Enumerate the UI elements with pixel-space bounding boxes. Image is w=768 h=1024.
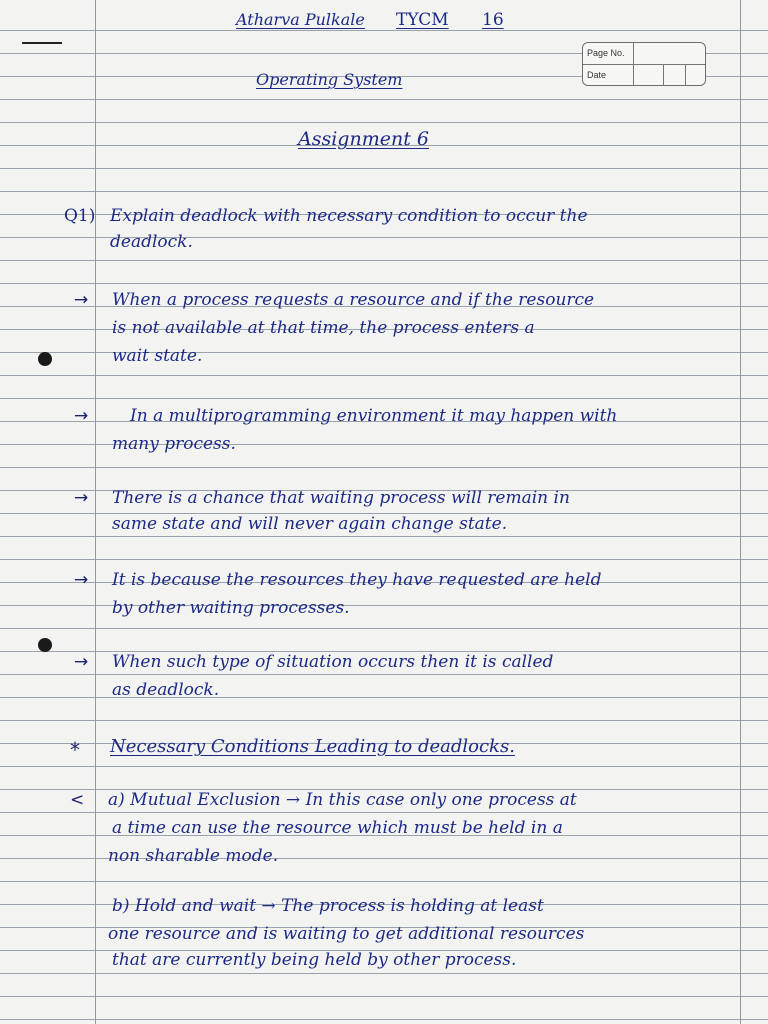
subject-title: Operating System [256, 70, 403, 89]
answer-5-marker: → [74, 652, 89, 672]
assignment-title: Assignment 6 [298, 128, 429, 150]
answer-5-line1: When such type of situation occurs then it is called [112, 652, 554, 672]
binder-hole-bottom [38, 638, 52, 652]
page-no-label: Page No. [587, 48, 625, 58]
condition-a-line2: a time can use the resource which must be held in a [112, 818, 563, 838]
student-name: Atharva Pulkale [236, 10, 365, 29]
answer-3-line2: same state and will never again change state. [112, 514, 508, 534]
page-date-box [582, 42, 706, 86]
answer-1-line2: is not available at that time, the process enters a [112, 318, 535, 338]
question-text-line2: deadlock. [110, 232, 193, 252]
binder-hole-top [38, 352, 52, 366]
answer-3-marker: → [74, 488, 89, 508]
conditions-heading: Necessary Conditions Leading to deadlocks. [110, 736, 515, 757]
right-margin-line [740, 0, 741, 1024]
corner-dash [22, 42, 62, 44]
answer-4-marker: → [74, 570, 89, 590]
answer-4-line1: It is because the resources they have requested are held [112, 570, 602, 590]
answer-2-line2: many process. [112, 434, 236, 454]
conditions-marker: * [70, 738, 80, 762]
answer-2-marker: → [74, 406, 89, 426]
answer-1-marker: → [74, 290, 89, 310]
roll-number: 16 [482, 10, 504, 30]
question-number: Q1) [64, 206, 96, 226]
answer-4-line2: by other waiting processes. [112, 598, 350, 618]
answer-2-line1: In a multiprogramming environment it may happen with [130, 406, 618, 426]
date-label: Date [587, 70, 607, 80]
left-margin-line [95, 0, 96, 1024]
question-text-line1: Explain deadlock with necessary condition to occur the [110, 206, 588, 226]
condition-b-line1: b) Hold and wait → The process is holding at least [112, 896, 544, 916]
condition-a-line3: non sharable mode. [108, 846, 279, 866]
condition-a-marker: < [70, 790, 85, 810]
answer-3-line1: There is a chance that waiting process will remain in [112, 488, 570, 508]
condition-b-line2: one resource and is waiting to get additional resources [108, 924, 585, 944]
answer-1-line3: wait state. [112, 346, 203, 366]
class-name: TYCM [396, 10, 449, 30]
answer-1-line1: When a process requests a resource and if the resource [112, 290, 595, 310]
answer-5-line2: as deadlock. [112, 680, 220, 700]
condition-b-line3: that are currently being held by other process. [112, 950, 517, 970]
condition-a-line1: a) Mutual Exclusion → In this case only one process at [108, 790, 577, 810]
